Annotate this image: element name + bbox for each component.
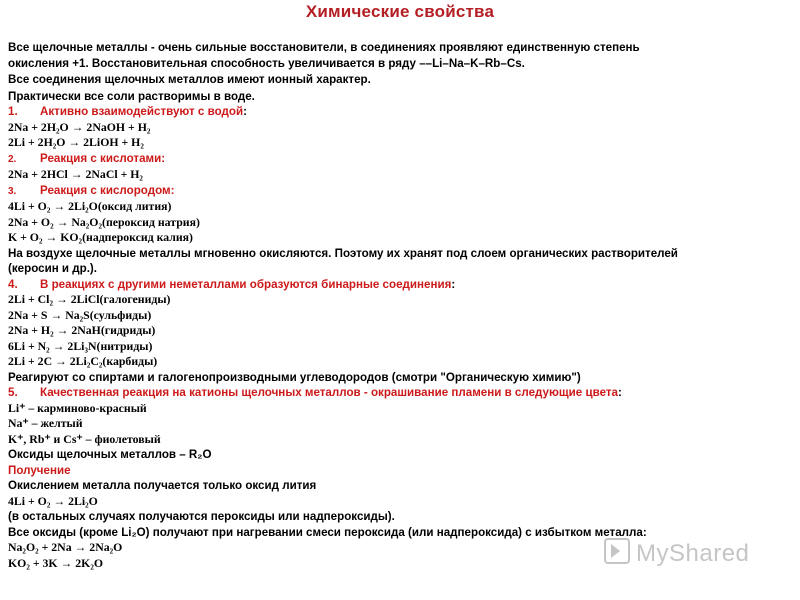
formula-c: 2Li + 2C → 2Li₂C₂(карбиды): [8, 354, 158, 368]
preparation-other: (в остальных случаях получаются пероксиды или надпероксиды).: [8, 510, 395, 523]
section-number: 1.: [8, 105, 18, 118]
note-air-2: (керосин и др.).: [8, 262, 98, 275]
section-label: Активно взаимодействуют с водой: [40, 105, 244, 118]
intro-line-1: Все щелочные металлы - очень сильные восстановители, в соединениях проявляют единственную степень: [8, 41, 640, 54]
section-nonmetals-heading: 4. В реакциях с другими неметаллами образуются бинарные соединения:: [8, 277, 456, 291]
intro-line-4: Практически все соли растворимы в воде.: [8, 89, 255, 103]
section-label: Реакция с кислородом:: [40, 183, 175, 197]
preparation-heading: Получение: [8, 463, 71, 477]
formula-s: 2Na + S → Na₂S(сульфиды): [8, 307, 152, 322]
section-oxygen-heading: [8, 183, 794, 200]
content: [8, 40, 794, 571]
flame-li: Li⁺ – карминово-красный: [8, 400, 147, 415]
section-number: 5.: [8, 386, 18, 399]
flame-k: K⁺, Rb⁺ и Cs⁺ – фиолетовый: [8, 431, 161, 446]
preparation-all: Все оксиды (кроме Li₂O) получают при нагревании смеси пероксида (или надпероксида) с избытком металла:: [8, 525, 647, 539]
section-number: 3.: [8, 185, 17, 197]
flame-na: Na⁺ – желтый: [8, 416, 83, 430]
section-water-heading: 1. Активно взаимодействуют с водой:: [8, 105, 247, 118]
intro-line-2: окисления +1. Восстановительная способность увеличивается в ряду ––Li–Na–K–Rb–Cs.: [8, 56, 525, 70]
formula-prep-li: 4Li + O₂ → 2Li₂O: [8, 493, 98, 508]
play-icon: [604, 538, 630, 564]
formula-oxygen-li: 4Li + O₂ → 2Li₂O(оксид лития): [8, 199, 172, 213]
section-number: 4.: [8, 277, 18, 291]
formula-h: 2Na + H₂ → 2NaH(гидриды): [8, 323, 156, 337]
formula-cl: 2Li + Cl₂ → 2LiCl(галогениды): [8, 292, 171, 306]
formula-oxygen-na: 2Na + O₂ → Na₂O₂(пероксид натрия): [8, 214, 200, 229]
section-label: Качественная реакция на катионы щелочных металлов - окрашивание пламени в следующие цвета: [40, 386, 618, 399]
formula-prep-k: KO₂ + 3K → 2K₂O: [8, 555, 104, 570]
section-number: 2.: [8, 153, 17, 165]
formula-acid-na: 2Na + 2HCl → 2NaCl + H₂: [8, 167, 143, 181]
note-air-1: На воздухе щелочные металлы мгновенно окисляются. Поэтому их хранят под слоем органических растворителей: [8, 246, 678, 260]
watermark-text: MyShared: [636, 540, 750, 567]
formula-oxygen-k: K + O₂ → KO₂(надпероксид калия): [8, 230, 193, 244]
watermark: [604, 538, 749, 568]
section-label: В реакциях с другими неметаллами образуются бинарные соединения: [40, 277, 452, 291]
page-title: Химические свойства: [305, 2, 495, 21]
section-flame-heading: 5. Качественная реакция на катионы щелочных металлов - окрашивание пламени в следующие цвета:: [8, 386, 622, 399]
formula-prep-na: Na₂O₂ + 2Na → 2Na₂O: [8, 540, 123, 554]
note-alcohols: Реагируют со спиртами и галогенопроизводными углеводородов (смотри "Органическую химию"): [8, 370, 581, 384]
oxides-heading: Оксиды щелочных металлов – R₂O: [8, 448, 212, 461]
section-acids-heading: [8, 151, 794, 168]
formula-n: 6Li + N₂ → 2Li₃N(нитриды): [8, 338, 153, 353]
preparation-text: Окислением металла получается только оксид лития: [8, 479, 317, 492]
formula-water-li: 2Li + 2H₂O → 2LiOH + H₂: [8, 135, 144, 149]
section-label: Реакция с кислотами:: [40, 151, 166, 165]
formula-water-na: 2Na + 2H₂O → 2NaOH + H₂: [8, 119, 151, 134]
intro-line-3: Все соединения щелочных металлов имеют ионный характер.: [8, 73, 371, 86]
